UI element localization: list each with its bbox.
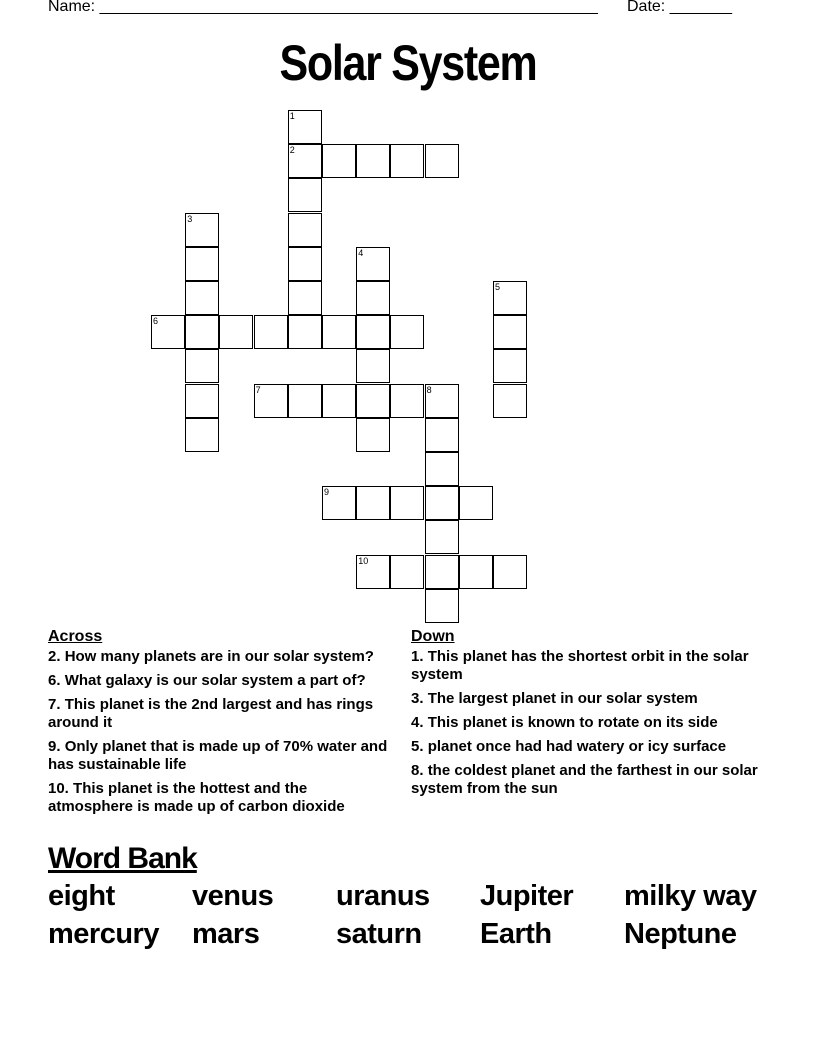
crossword-cell[interactable] [288,110,322,144]
clue-number: 8 [426,384,432,395]
crossword-cell[interactable] [185,213,219,247]
crossword-cell[interactable] [390,486,424,520]
down-heading: Down [411,628,455,645]
across-clue: 6. What galaxy is our solar system a part of? [48,672,366,689]
crossword-cell[interactable] [390,315,424,349]
crossword-cell[interactable] [356,247,390,281]
crossword-cell[interactable] [254,315,288,349]
crossword-cell[interactable] [425,452,459,486]
word-bank-word: venus [192,880,274,912]
clue-number: 10 [358,555,369,566]
crossword-cell[interactable] [185,418,219,452]
across-clues [48,628,393,822]
crossword-cell[interactable] [322,315,356,349]
crossword-cell[interactable] [185,315,219,349]
clue-number: 1 [289,111,295,121]
crossword-cell[interactable] [390,144,424,178]
crossword-cell[interactable] [356,349,390,383]
down-clue: 5. planet once had had watery or icy surface [411,738,727,755]
crossword-cell[interactable] [493,281,527,315]
down-clue: 1. This planet has the shortest orbit in the solar system [411,648,749,683]
crossword-cell[interactable] [425,144,459,178]
across-clue: 2. How many planets are in our solar system? [48,648,374,665]
name-label: Name: ________________________________________________________ [48,0,598,15]
crossword-cell[interactable] [288,281,322,315]
crossword-cell[interactable] [425,555,459,589]
crossword-cell[interactable] [288,315,322,349]
crossword-cell[interactable] [425,589,459,623]
across-heading: Across [48,628,103,645]
down-clues [411,628,761,804]
crossword-cell[interactable] [288,384,322,418]
word-bank-word: Jupiter [480,880,574,912]
crossword-cell[interactable] [254,384,288,418]
crossword-cell[interactable] [356,555,390,589]
crossword-cell[interactable] [185,247,219,281]
word-bank-word: eight [48,880,115,912]
word-bank-word: Earth [480,918,552,950]
down-clue: 3. The largest planet in our solar system [411,690,698,707]
crossword-cell[interactable] [459,486,493,520]
down-clue: 4. This planet is known to rotate on its side [411,714,718,731]
crossword-cell[interactable] [356,144,390,178]
across-clue: 9. Only planet that is made up of 70% water and has sustainable life [48,738,388,773]
crossword-cell[interactable] [356,384,390,418]
crossword-cell[interactable] [322,384,356,418]
word-bank-word: uranus [336,880,430,912]
crossword-cell[interactable] [425,520,459,554]
crossword-cell[interactable] [493,315,527,349]
crossword-cell[interactable] [425,384,459,418]
crossword-cell[interactable] [288,178,322,212]
clue-number: 3 [187,213,193,224]
word-bank-title: Word Bank [48,842,197,875]
crossword-cell[interactable] [219,315,253,349]
crossword-cell[interactable] [185,349,219,383]
clue-number: 9 [324,487,330,498]
page-title: Solar System [279,35,537,91]
clue-number: 5 [495,282,501,292]
word-bank-word: Neptune [624,918,737,950]
crossword-cell[interactable] [425,418,459,452]
crossword-cell[interactable] [356,486,390,520]
down-clue: 8. the coldest planet and the farthest in our solar system from the sun [411,762,758,797]
crossword-cell[interactable] [493,384,527,418]
crossword-cell[interactable] [322,486,356,520]
clue-number: 4 [358,247,364,258]
crossword-cell[interactable] [390,555,424,589]
crossword-cell[interactable] [356,315,390,349]
clue-number: 7 [255,384,261,395]
across-clue: 7. This planet is the 2nd largest and has rings around it [48,696,374,731]
crossword-cell[interactable] [185,384,219,418]
crossword-cell[interactable] [493,555,527,589]
crossword-cell[interactable] [459,555,493,589]
crossword-cell[interactable] [390,384,424,418]
clue-number: 6 [153,316,159,327]
crossword-cell[interactable] [288,247,322,281]
crossword-cell[interactable] [493,349,527,383]
crossword-cell[interactable] [356,281,390,315]
crossword-cell[interactable] [322,144,356,178]
crossword-cell[interactable] [425,486,459,520]
across-clue: 10. This planet is the hottest and the atmosphere is made up of carbon dioxide [48,780,345,815]
crossword-cell[interactable] [288,213,322,247]
word-bank-word: mercury [48,918,159,950]
word-bank-word: milky way [624,880,757,912]
clue-number: 2 [289,145,295,156]
crossword-cell[interactable] [185,281,219,315]
crossword-cell[interactable] [288,144,322,178]
word-bank-word: saturn [336,918,422,950]
crossword-cell[interactable] [151,315,185,349]
word-bank-word: mars [192,918,260,950]
date-label: Date: _______ [627,0,732,15]
crossword-cell[interactable] [356,418,390,452]
